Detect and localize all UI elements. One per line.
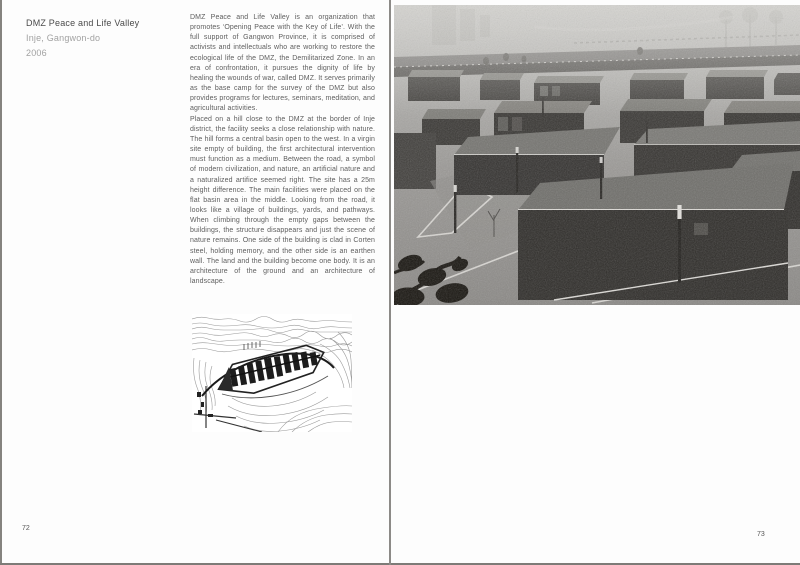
site-plan-drawing [192, 314, 352, 432]
description-paragraph: Placed on a hill close to the DMZ at the border of Inje district, the facility seeks a close relationship with nature. The hill forms a central basin open to the west. In a virgin site empty of building, the first architectural intervention must function as a medium. Between the road, a symbol of modern civilization, and nature, an artificial nature and a naturalized artifice seemed right. The site has a 25m height difference. The main facilities were placed on the flat basin area in the middle. Looking from the road, it looks like a village of buildings, yards, and pathways. When climbing through the empty gaps between the buildings, the structure disappears and just the scene of nature remains. One side of the building is clad in Corten steel, holding memory, and the other side is an earthen wall. The land and the building become one body. It is an architecture of the ground and an architecture of landscape. [190, 115, 375, 286]
project-title: DMZ Peace and Life Valley [26, 18, 140, 28]
page-number-left: 72 [22, 525, 30, 532]
page-number-right: 73 [757, 531, 765, 538]
project-year: 2006 [26, 48, 47, 58]
project-location: Inje, Gangwon-do [26, 33, 101, 43]
spine-divider [389, 0, 391, 565]
project-header [26, 16, 176, 61]
description-paragraph: DMZ Peace and Life Valley is an organization that promotes ‘Opening Peace with the Key of Life’. With the full support of Gangwon Province, it is comprised of activists and intellectuals who are working to restore the ecological life of the DMZ, the Demilitarized Zone. In an era of confrontation, it pursues the dignity of life by healing the wounds of war, called DMZ. It serves primarily as the base camp for the survey of the DMZ but also provides programs for lectures, seminars, meditation, and agricultural activities. [190, 14, 375, 113]
project-description [190, 13, 375, 287]
project-photo [394, 5, 800, 305]
page-edge-left [0, 0, 2, 565]
